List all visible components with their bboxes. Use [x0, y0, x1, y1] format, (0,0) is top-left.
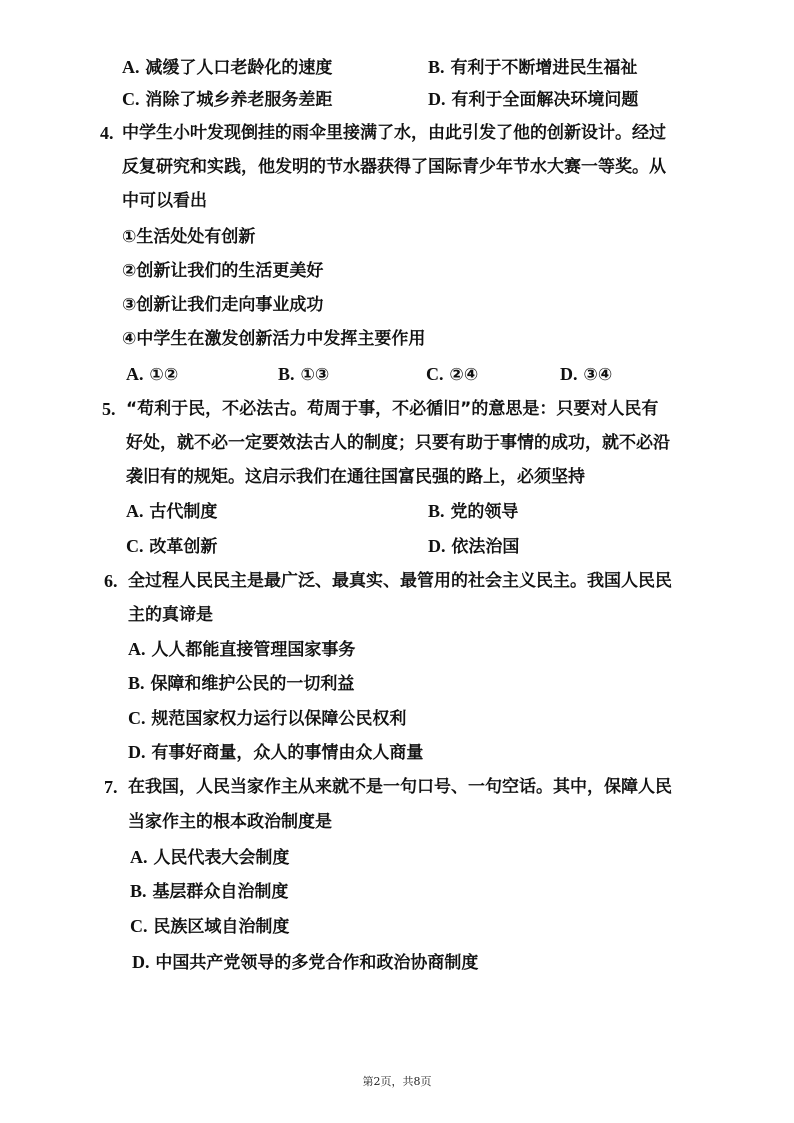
question-text-line: 中学生小叶发现倒挂的雨伞里接满了水，由此引发了他的创新设计。经过: [122, 123, 666, 143]
question-text-line: 全过程人民民主是最广泛、最真实、最管用的社会主义民主。我国人民民: [128, 571, 672, 591]
q5-option-d: [428, 535, 519, 558]
option-key: D.: [428, 89, 446, 109]
q4-option-c: [426, 363, 478, 386]
statement-2: ②创新让我们的生活更美好: [122, 261, 324, 281]
q7-option-c: [130, 915, 289, 938]
option-text: 改革创新: [149, 537, 218, 557]
option-key: C.: [426, 364, 444, 384]
q7-option-d: [132, 951, 478, 974]
option-key: B.: [278, 364, 295, 384]
option-text: 基层群众自治制度: [152, 882, 289, 902]
option-text: 依法治国: [451, 537, 520, 557]
q3-option-d: [428, 88, 638, 111]
option-text: ①②: [149, 365, 179, 385]
question-text-line: 当家作主的根本政治制度是: [128, 812, 332, 832]
question-number: 7.: [104, 777, 118, 797]
option-key: C.: [130, 916, 148, 936]
option-key: B.: [428, 501, 445, 521]
q4-option-b: [278, 363, 329, 386]
page-number-footer: 第2页，共8页: [362, 1075, 432, 1088]
option-text: 有利于全面解决环境问题: [451, 90, 639, 110]
option-key: D.: [132, 952, 150, 972]
option-key: A.: [128, 639, 146, 659]
option-text: ②④: [449, 365, 479, 385]
question-text-line: 在我国，人民当家作主从来就不是一句口号、一句空话。其中，保障人民: [128, 777, 672, 797]
option-text: 规范国家权力运行以保障公民权利: [151, 709, 407, 729]
option-text: ①③: [300, 365, 330, 385]
option-text: ③④: [583, 365, 613, 385]
option-text: 中国共产党领导的多党合作和政治协商制度: [155, 953, 479, 973]
option-text: 党的领导: [450, 502, 519, 522]
statement-4: ④中学生在激发创新活力中发挥主要作用: [122, 329, 426, 349]
option-key: C.: [122, 89, 140, 109]
option-key: A.: [126, 501, 144, 521]
option-key: D.: [128, 742, 146, 762]
option-text: 减缓了人口老龄化的速度: [145, 58, 333, 78]
option-text: 有事好商量，众人的事情由众人商量: [151, 743, 424, 763]
option-key: C.: [128, 708, 146, 728]
q3-option-a: [122, 56, 332, 79]
option-text: 古代制度: [149, 502, 218, 522]
q7-option-b: [130, 880, 288, 903]
option-key: A.: [130, 847, 148, 867]
q5-option-b: [428, 500, 518, 523]
question-text-line: 主的真谛是: [128, 605, 213, 625]
question-number: 6.: [104, 571, 118, 591]
q6-option-c: [128, 707, 406, 730]
q3-option-c: [122, 88, 332, 111]
option-key: A.: [126, 364, 144, 384]
q7-option-a: [130, 846, 289, 869]
question-text-line: 袭旧有的规矩。这启示我们在通往国富民强的路上，必须坚持: [126, 467, 585, 487]
q3-option-b: [428, 56, 637, 79]
statement-3: ③创新让我们走向事业成功: [122, 295, 324, 315]
option-key: B.: [130, 881, 147, 901]
option-key: B.: [128, 673, 145, 693]
question-text-line: “苟利于民，不必法古。苟周于事，不必循旧”的意思是：只要对人民有: [126, 399, 659, 419]
q6-option-a: [128, 638, 355, 661]
question-number: 5.: [102, 399, 116, 419]
q6-option-d: [128, 741, 423, 764]
option-text: 人民代表大会制度: [153, 848, 290, 868]
q4-option-d: [560, 363, 612, 386]
option-text: 人人都能直接管理国家事务: [151, 640, 356, 660]
q4-option-a: [126, 363, 178, 386]
q6-option-b: [128, 672, 354, 695]
question-text-line: 中可以看出: [122, 191, 207, 211]
question-text-line: 反复研究和实践，他发明的节水器获得了国际青少年节水大赛一等奖。从: [122, 157, 666, 177]
option-key: D.: [428, 536, 446, 556]
question-number: 4.: [100, 123, 114, 143]
q5-option-a: [126, 500, 217, 523]
statement-1: ①生活处处有创新: [122, 227, 256, 247]
q5-option-c: [126, 535, 217, 558]
option-key: A.: [122, 57, 140, 77]
option-text: 消除了城乡养老服务差距: [145, 90, 333, 110]
option-key: D.: [560, 364, 578, 384]
option-key: C.: [126, 536, 144, 556]
option-key: B.: [428, 57, 445, 77]
option-text: 保障和维护公民的一切利益: [150, 674, 355, 694]
question-text-line: 好处，就不必一定要效法古人的制度；只要有助于事情的成功，就不必沿: [126, 433, 670, 453]
option-text: 有利于不断增进民生福祉: [450, 58, 638, 78]
option-text: 民族区域自治制度: [153, 917, 290, 937]
